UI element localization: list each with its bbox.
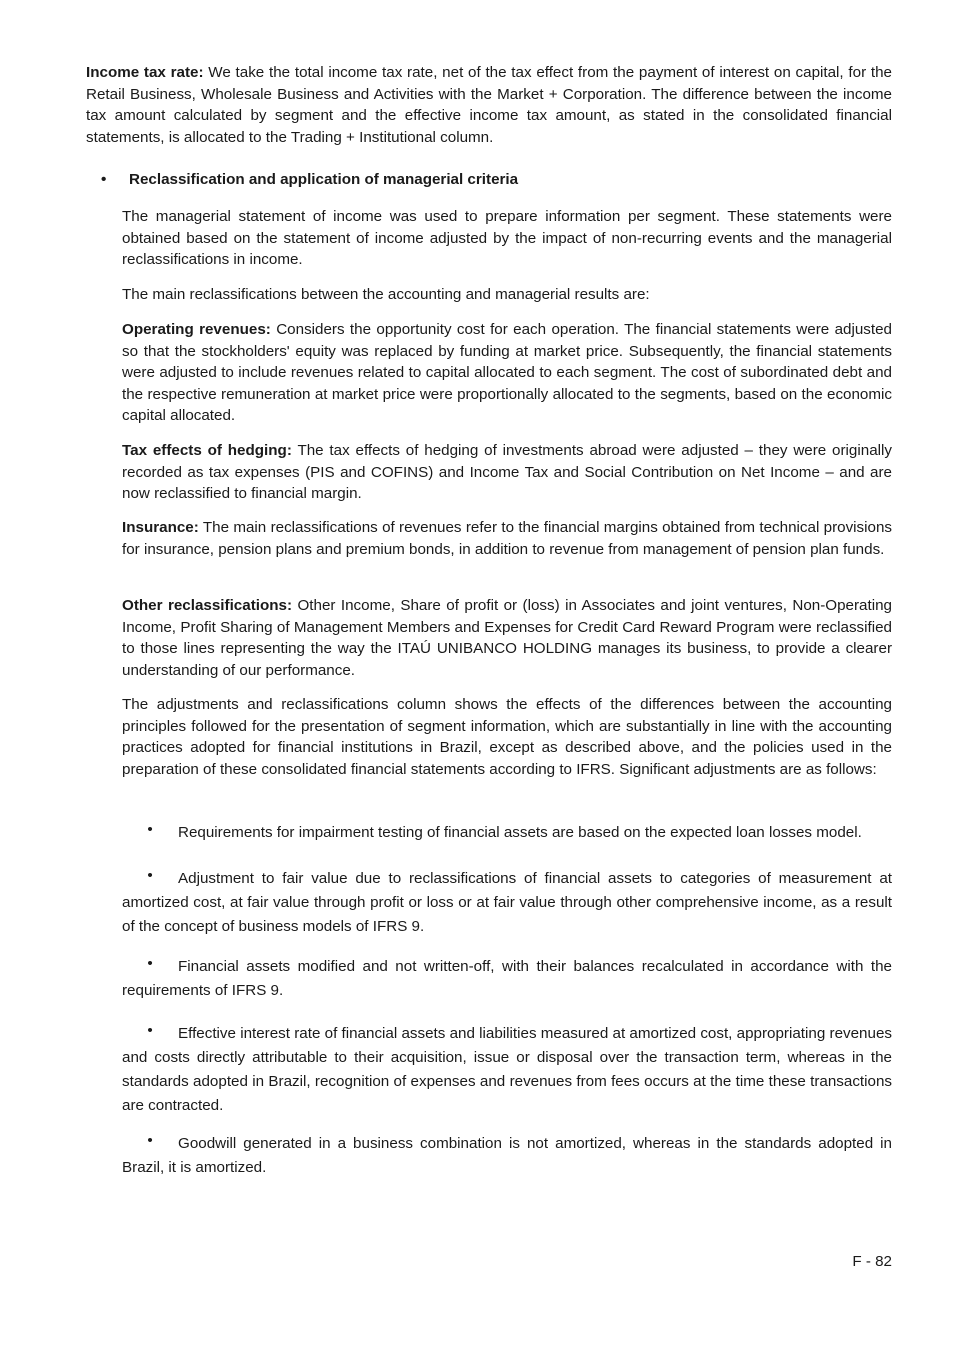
list-item <box>122 1132 892 1180</box>
bullet-icon: • <box>147 1022 153 1039</box>
bullet-icon: • <box>147 1132 153 1149</box>
list-item-text: Goodwill generated in a business combination is not amortized, whereas in the standards adopted in Brazil, it is amortized. <box>122 1135 892 1176</box>
adjustments-paragraph: The adjustments and reclassifications column shows the effects of the differences between the accounting principles followed for the presentation of segment information, which are substantially in line with the accounting practices adopted for financial institutions in Brazil, except as described above, and the policies used in the preparation of these consolidated financial statements according to IFRS. Significant adjustments are as follows: <box>122 696 892 778</box>
operating-revenues-text: Considers the opportunity cost for each operation. The financial statements were adjusted so that the stockholders' equity was replaced by funding at market price. Subsequently, the financial statements were adjusted to include revenues related to capital allocated to each segment. The cost of subordinated debt and the respective remuneration at market price were proportionally allocated to the segments, based on the economic capital allocated. <box>122 321 892 425</box>
operating-revenues-label: Operating revenues: <box>122 321 271 338</box>
income-tax-paragraph <box>86 62 892 148</box>
bullet-icon: • <box>101 171 107 188</box>
section-heading-text: Reclassification and application of managerial criteria <box>129 171 519 188</box>
tax-effects-hedging-text: The tax effects of hedging of investments abroad were adjusted – they were originally recorded as tax expenses (PIS and COFINS) and Income Tax and Social Contribution on Net Income – and are now reclassified to financial margin. <box>122 442 892 503</box>
insurance-paragraph <box>122 517 892 560</box>
tax-effects-hedging-label: Tax effects of hedging: <box>122 442 292 459</box>
list-item <box>122 867 892 939</box>
list-item <box>122 955 892 1003</box>
list-item <box>122 1022 892 1118</box>
income-tax-text: We take the total income tax rate, net of the tax effect from the payment of interest on capital, for the Retail Business, Wholesale Business and Activities with the Market + Corporation. The difference between the income tax amount calculated by segment and the effective income tax amount, as stated in the consolidated financial statements, is allocated to the Trading + Institutional column. <box>86 64 892 146</box>
other-reclassifications-text: Other Income, Share of profit or (loss) in Associates and joint ventures, Non-Operating Income, Profit Sharing of Management Members and Expenses for Credit Card Reward Program were reclassified to those lines representing the way the ITAÚ UNIBANCO HOLDING manages its business, to provide a clearer understanding of our performance. <box>122 597 892 679</box>
bullet-icon: • <box>147 955 153 972</box>
insurance-label: Insurance: <box>122 519 199 536</box>
bullet-icon: • <box>147 821 153 838</box>
other-reclassifications-label: Other reclassifications: <box>122 597 293 614</box>
bullet-icon: • <box>147 867 153 884</box>
list-item-text: Adjustment to fair value due to reclassifications of financial assets to categories of measurement at amortized cost, at fair value through profit or loss or at fair value through other comprehensive income, as a result of the concept of business models of IFRS 9. <box>122 870 892 935</box>
tax-effects-hedging-paragraph <box>122 440 892 505</box>
main-reclassifications-paragraph: The main reclassifications between the accounting and managerial results are: <box>122 286 650 303</box>
list-item-text: Effective interest rate of financial assets and liabilities measured at amortized cost, appropriating revenues and costs directly attributable to their acquisition, issue or disposal over the transaction term, whereas in the standards adopted in Brazil, recognition of expenses and revenues from fees occurs at the time these transactions are contracted. <box>122 1025 892 1114</box>
page-number: F - 82 <box>852 1253 892 1270</box>
operating-revenues-paragraph <box>122 319 892 427</box>
other-reclassifications-paragraph <box>122 595 892 681</box>
list-item <box>122 821 892 845</box>
income-tax-label: Income tax rate: <box>86 64 204 81</box>
list-item-text: Financial assets modified and not written-off, with their balances recalculated in accordance with the requirements of IFRS 9. <box>122 958 892 999</box>
section-heading <box>101 169 518 191</box>
list-item-text: Requirements for impairment testing of financial assets are based on the expected loan losses model. <box>178 824 862 841</box>
insurance-text: The main reclassifications of revenues refer to the financial margins obtained from technical provisions for insurance, pension plans and premium bonds, in addition to revenue from management of pension plan funds. <box>122 519 892 558</box>
intro-paragraph: The managerial statement of income was used to prepare information per segment. These statements were obtained based on the statement of income adjusted by the impact of non-recurring events and the managerial reclassifications in income. <box>122 208 892 269</box>
